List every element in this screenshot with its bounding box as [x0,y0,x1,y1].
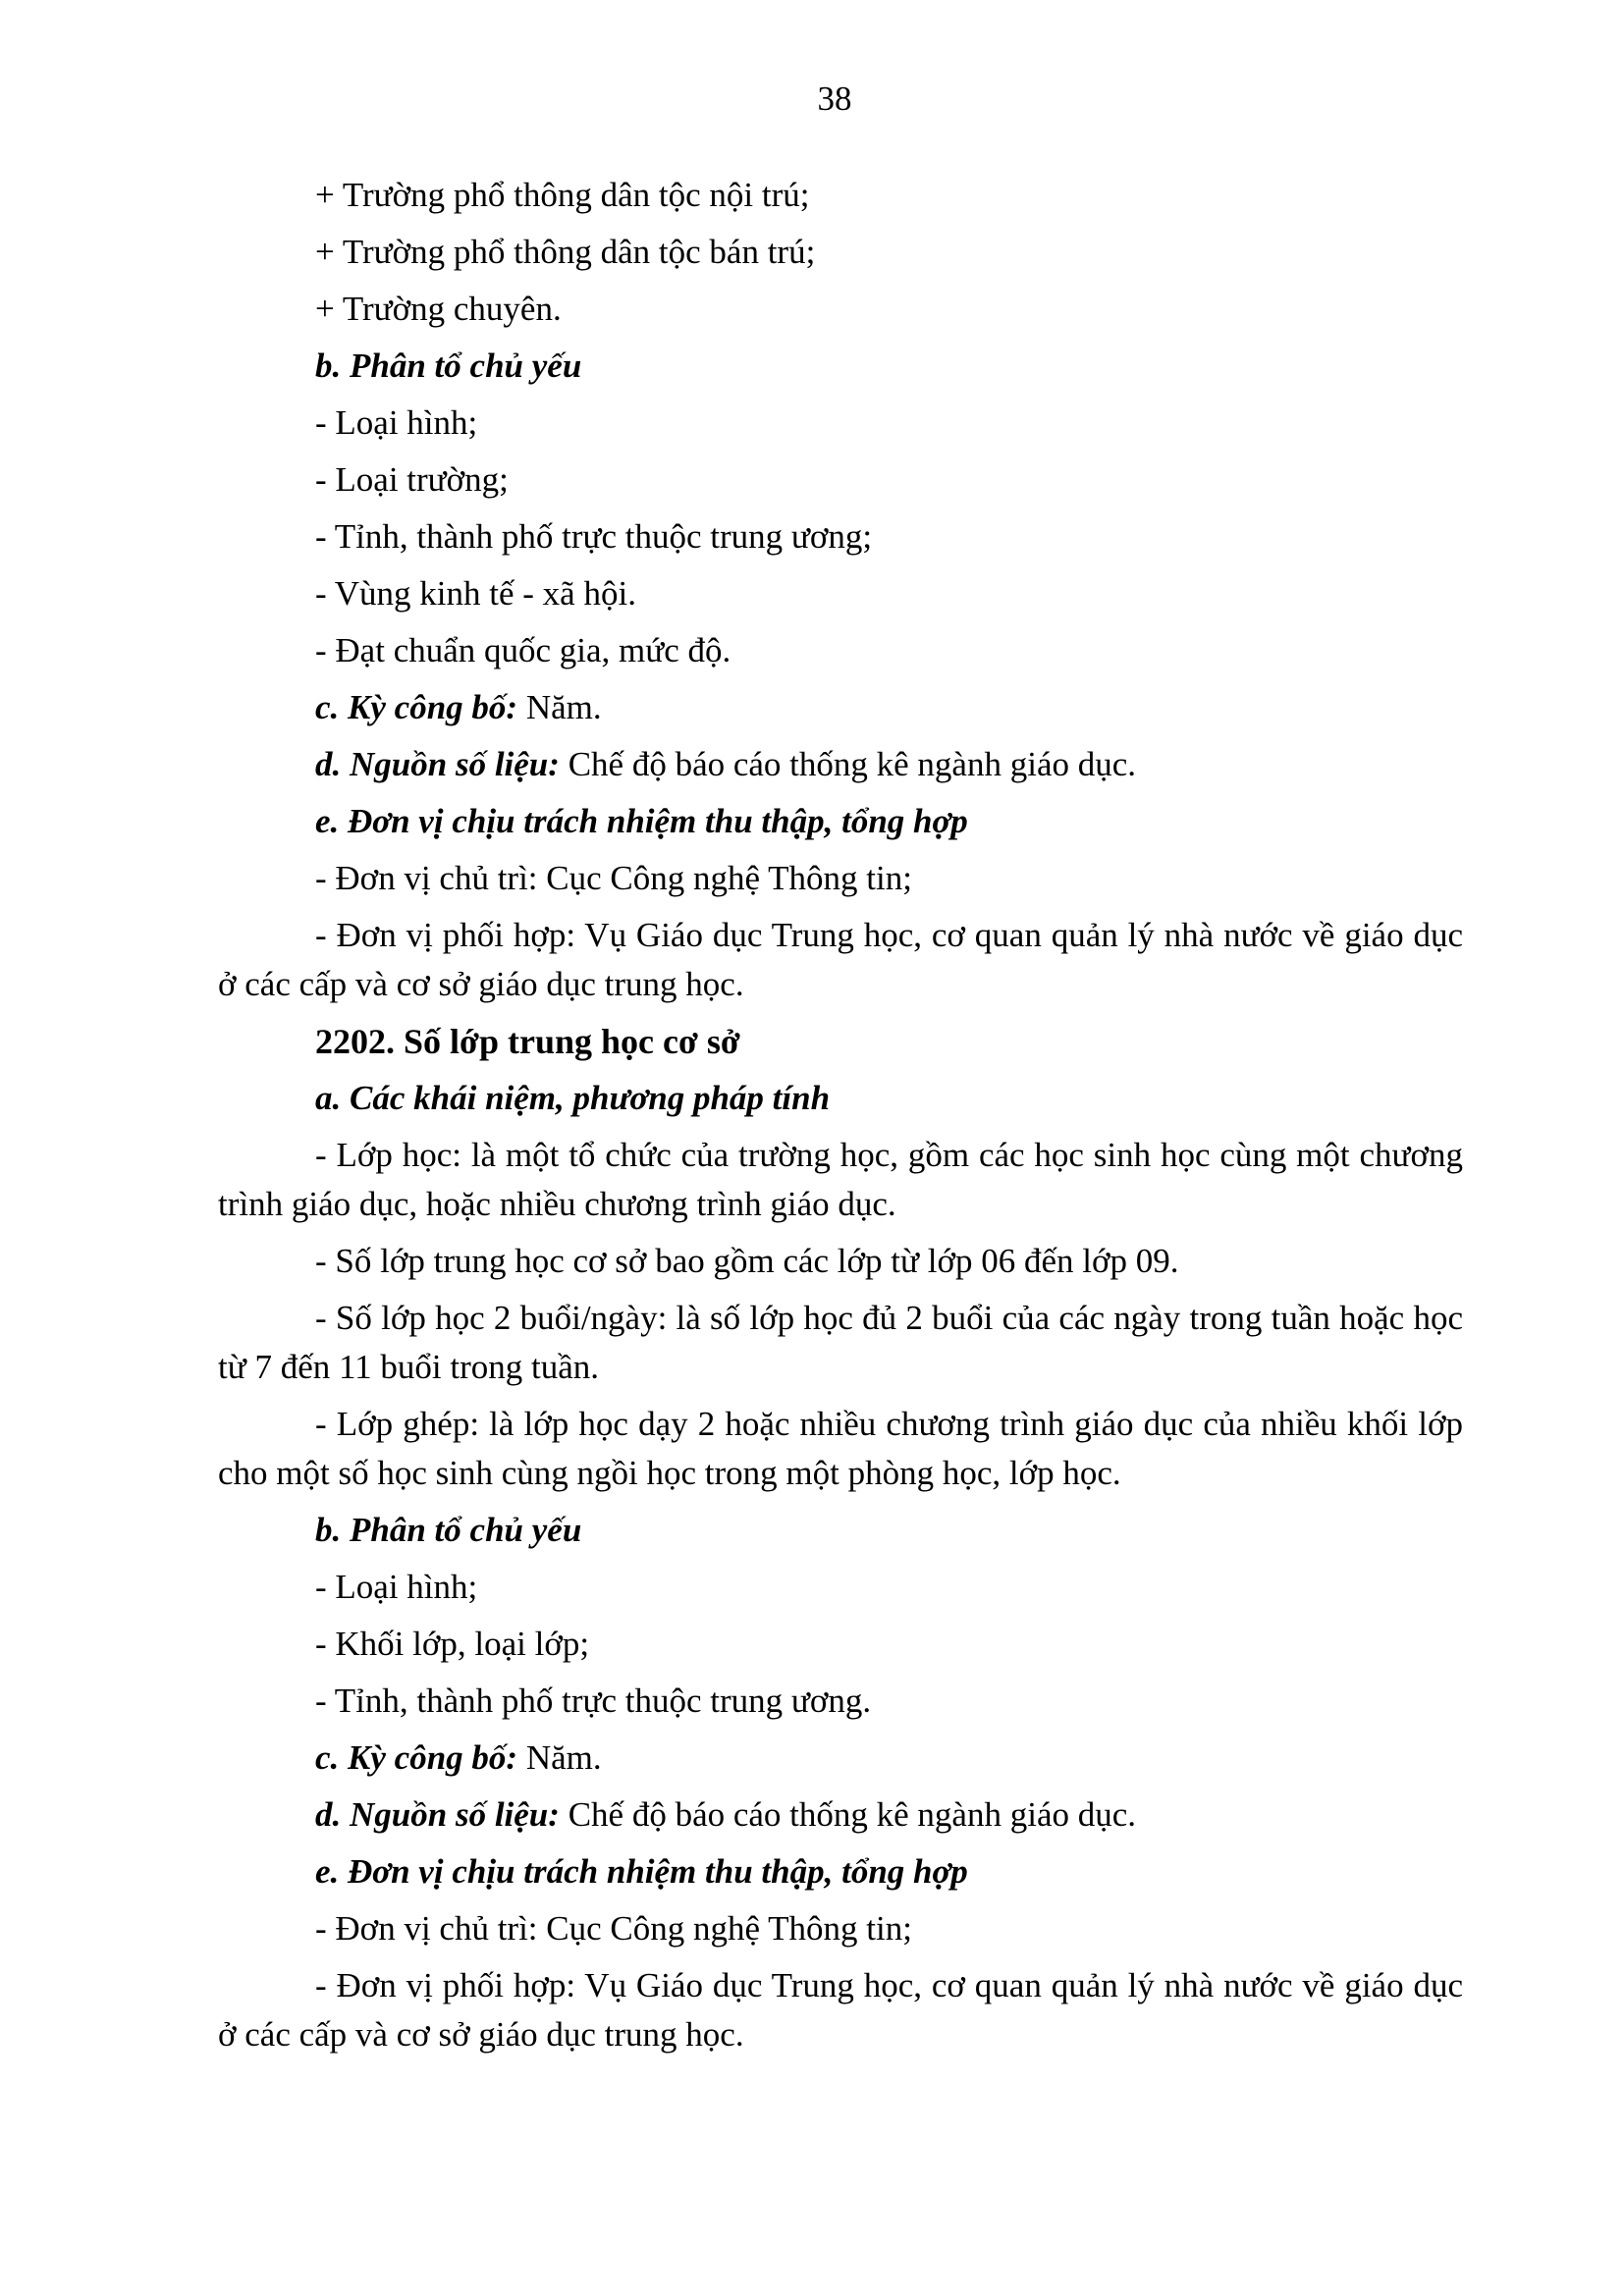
document-body [218,171,1463,2067]
data-source-value: Chế độ báo cáo thống kê ngành giáo dục. [559,745,1137,783]
section-title: 2202. Số lớp trung học cơ sở [315,1022,740,1061]
page-number: 38 [817,80,852,118]
list-item: + Trường phổ thông dân tộc nội trú; [315,176,810,214]
list-item: - Đơn vị phối hợp: Vụ Giáo dục Trung học, cơ quan quản lý nhà nước về giáo dục ở các cấp và cơ sở giáo dục trung học. [218,1966,1463,2054]
list-item: - Tỉnh, thành phố trực thuộc trung ương. [315,1682,872,1720]
subheading-disaggregation: b. Phân tổ chủ yếu [315,1511,582,1549]
list-item: + Trường chuyên. [315,290,562,328]
publication-period-value: Năm. [517,1738,602,1777]
list-item: - Loại trường; [315,460,509,499]
subheading-responsible-unit: e. Đơn vị chịu trách nhiệm thu thập, tổng hợp [315,1852,968,1891]
list-item: - Đơn vị chủ trì: Cục Công nghệ Thông tin; [315,859,912,897]
data-source-label: d. Nguồn số liệu: [315,1795,560,1834]
publication-period [218,1734,1463,1783]
publication-period-label: c. Kỳ công bố: [315,688,518,726]
subheading-responsible-unit: e. Đơn vị chịu trách nhiệm thu thập, tổng hợp [315,802,968,840]
list-item: - Tỉnh, thành phố trực thuộc trung ương; [315,517,873,556]
data-source [218,1790,1463,1840]
list-item: - Đơn vị phối hợp: Vụ Giáo dục Trung học, cơ quan quản lý nhà nước về giáo dục ở các cấp và cơ sở giáo dục trung học. [218,916,1463,1003]
list-item: - Khối lớp, loại lớp; [315,1625,590,1663]
list-item: - Đạt chuẩn quốc gia, mức độ. [315,631,731,669]
data-source-value: Chế độ báo cáo thống kê ngành giáo dục. [559,1795,1137,1834]
list-item: - Vùng kinh tế - xã hội. [315,574,636,613]
list-item: - Loại hình; [315,1568,478,1606]
subheading-disaggregation: b. Phân tổ chủ yếu [315,347,582,385]
paragraph: - Số lớp học 2 buổi/ngày: là số lớp học đủ 2 buổi của các ngày trong tuần hoặc học từ 7 đến 11 buổi trong tuần. [218,1299,1463,1386]
data-source [218,740,1463,789]
list-item: - Loại hình; [315,403,478,442]
publication-period [218,683,1463,732]
subheading-concepts: a. Các khái niệm, phương pháp tính [315,1079,831,1117]
list-item: - Đơn vị chủ trì: Cục Công nghệ Thông tin; [315,1909,912,1948]
paragraph: - Lớp học: là một tổ chức của trường học, gồm các học sinh học cùng một chương trình giáo dục, hoặc nhiều chương trình giáo dục. [218,1136,1463,1223]
publication-period-value: Năm. [517,688,602,726]
data-source-label: d. Nguồn số liệu: [315,745,560,783]
paragraph: - Số lớp trung học cơ sở bao gồm các lớp từ lớp 06 đến lớp 09. [315,1242,1179,1280]
publication-period-label: c. Kỳ công bố: [315,1738,518,1777]
paragraph: - Lớp ghép: là lớp học dạy 2 hoặc nhiều chương trình giáo dục của nhiều khối lớp cho một số học sinh cùng ngồi học trong một phòng học, lớp học. [218,1405,1463,1492]
list-item: + Trường phổ thông dân tộc bán trú; [315,233,816,271]
